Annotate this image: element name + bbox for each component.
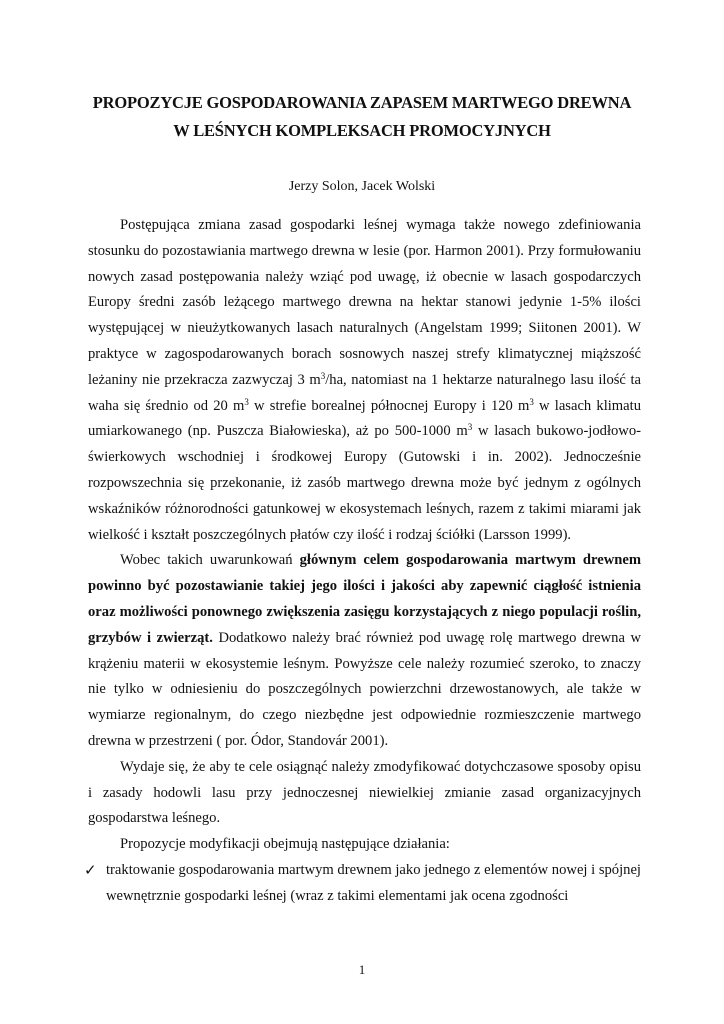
action-list	[84, 858, 641, 910]
title-line-1: PROPOZYCJE GOSPODAROWANIA ZAPASEM MARTWEGO DREWNA	[92, 93, 632, 112]
superscript: 3	[529, 396, 534, 407]
paragraph-1-text-d: w lasach klimatu umiarkowanego (np. Puszcza Białowieska), aż po 500-1000 m	[88, 397, 641, 440]
paragraph-1-text-b: /ha, natomiast na 1 hektarze naturalnego lasu ilość ta waha się średnio od 20 m	[88, 371, 641, 414]
superscript: 3	[320, 370, 326, 381]
paragraph-2-text-a: Wobec takich uwarunkowań	[120, 552, 300, 569]
list-item-text: traktowanie gospodarowania martwym drewnem jako jednego z elementów nowej i spójnej wewnętrznie gospodarki leśnej (wraz z takimi elementami jak ocena zgodności	[106, 861, 641, 904]
checkmark-icon: ✓	[84, 860, 97, 879]
title-line-2: W LEŚNYCH KOMPLEKSACH PROMOCYJNYCH	[173, 121, 551, 140]
paragraph-1-text-c: w strefie borealnej północnej Europy i 120 m	[248, 397, 530, 414]
paragraph-1-text-a: Postępująca zmiana zasad gospodarki leśnej wymaga także nowego zdefiniowania stosunku do pozostawiania martwego drewna w lesie (por. Harmon 2001). Przy formułowaniu nowych zasad postępowania należy wziąć pod uwagę, iż obecnie w lasach gospodarczych Europy średni zasób leżącego martwego drewna na hektar stanowi jedynie 1-5% ilości występującej w nieużytkowanych lasach naturalnych (Angelstam 1999; Siitonen 2001). W praktyce w zagospodarowanych borach sosnowych naszej strefy klimatycznej miąższość leżaniny nie przekracza zazwyczaj 3 m	[88, 217, 641, 388]
superscript: 3	[244, 396, 249, 407]
paragraph-1-text-e: w lasach bukowo-jodłowo-świerkowych wschodniej i środkowej Europy (Gutowski i in. 2002). Jednocześnie rozpowszechnia się przekonanie, iż zasób martwego drewna może być jednym z ogólnych wskaźników różnorodności gatunkowej w ekosystemach leśnych, razem z takimi miarami jak wielkość i kształt poszczególnych płatów czy ilość i rodzaj ściółki (Larsson 1999).	[88, 423, 642, 543]
list-item	[84, 858, 641, 910]
page-number: 1	[358, 962, 366, 977]
paragraph-3: Wydaje się, że aby te cele osiągnąć należy zmodyfikować dotychczasowe sposoby opisu i zasady hodowli lasu przy jednoczesnej niewielkiej zmianie zasad organizacyjnych gospodarstwa leśnego.	[88, 758, 641, 827]
body-text	[84, 213, 642, 910]
paragraph-4: Propozycje modyfikacji obejmują następujące działania:	[120, 836, 450, 853]
paragraph-2	[88, 548, 641, 754]
authors: Jerzy Solon, Jacek Wolski	[288, 179, 436, 194]
paragraph-2-text-b: Dodatkowo należy brać również pod uwagę rolę martwego drewna w krążeniu materii w ekosystemie leśnym. Powyższe cele należy rozumieć szeroko, to znaczy nie tylko w odniesieniu do poszczególnych powierzchni drzewostanowych, ale także w wymiarze regionalnym, do czego niezbędne jest odpowiednie rozmieszczenie martwego drewna w przestrzeni ( por. Ódor, Standovár 2001).	[88, 629, 641, 749]
paragraph-1	[88, 213, 641, 548]
superscript: 3	[467, 422, 473, 433]
paragraph-2-bold: głównym celem gospodarowania martwym drewnem powinno być pozostawianie takiej jego ilości i jakości aby zapewnić ciągłość istnienia oraz możliwości ponownego zwiększenia zasięgu korzystających z niego populacji roślin, grzybów i zwierząt.	[88, 552, 641, 646]
